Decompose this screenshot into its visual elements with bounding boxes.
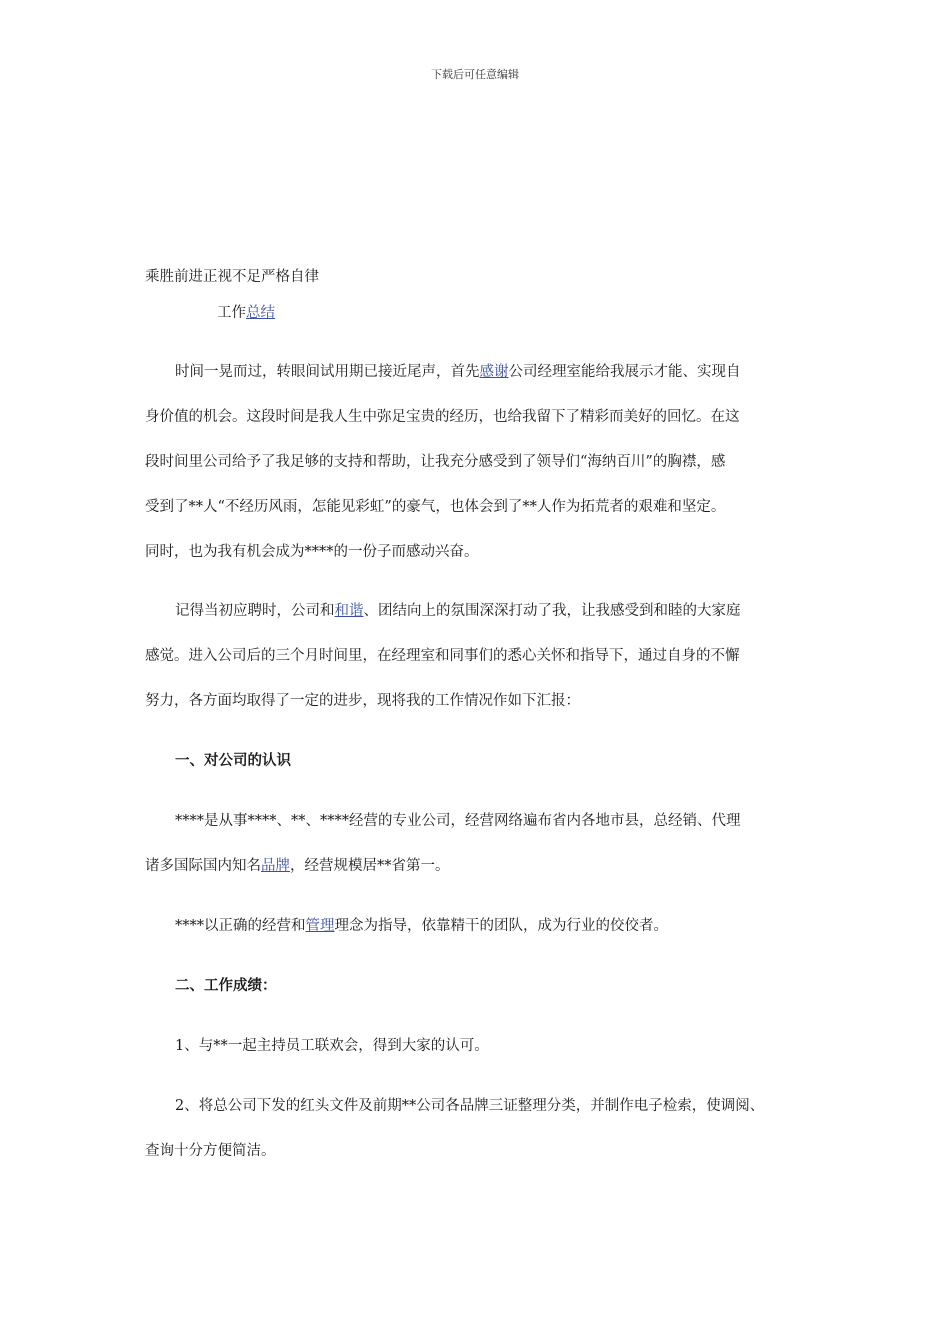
text-span: 记得当初应聘时，公司和 bbox=[175, 603, 335, 619]
page-header-note: 下载后可任意编辑 bbox=[431, 68, 519, 81]
paragraph-intro bbox=[145, 361, 825, 586]
paragraph-line bbox=[145, 855, 825, 900]
paragraph-company bbox=[145, 810, 825, 900]
paragraph-line: 身价值的机会。这段时间是我人生中弥足宝贵的经历，也给我留下了精彩而美好的回忆。在这 bbox=[145, 409, 740, 425]
subtitle-prefix: 工作 bbox=[217, 305, 246, 321]
paragraph-management bbox=[145, 915, 825, 960]
paragraph-line: 查询十分方便简洁。 bbox=[145, 1143, 276, 1159]
paragraph-line bbox=[145, 600, 825, 645]
document-title: 乘胜前进正视不足严格自律 bbox=[145, 269, 319, 285]
paragraph-line: 1、与**一起主持员工联欢会，得到大家的认可。 bbox=[175, 1038, 489, 1054]
text-span: ，经营规模居**省第一。 bbox=[290, 858, 450, 874]
link-harmony[interactable]: 和谐 bbox=[334, 603, 364, 619]
paragraph-line: 努力，各方面均取得了一定的进步，现将我的工作情况作如下汇报： bbox=[145, 693, 580, 709]
list-item-1 bbox=[145, 1035, 825, 1080]
paragraph-line: 2、将总公司下发的红头文件及前期**公司各品牌三证整理分类，并制作电子检索，使调阅、 bbox=[175, 1098, 765, 1114]
text-span: 理念为指导，依靠精干的团队，成为行业的佼佼者。 bbox=[334, 918, 668, 934]
text-span: 公司经理室能给我展示才能、实现自 bbox=[508, 364, 741, 380]
paragraph-line bbox=[145, 361, 825, 406]
paragraph-line: 感觉。进入公司后的三个月时间里，在经理室和同事们的悉心关怀和指导下，通过自身的不懈 bbox=[145, 648, 740, 664]
text-span: 、团结向上的氛围深深打动了我，让我感受到和睦的大家庭 bbox=[363, 603, 741, 619]
text-span: ****以正确的经营和 bbox=[175, 918, 306, 934]
section-heading-achievements: 二、工作成绩： bbox=[175, 977, 277, 994]
text-span: 时间一晃而过，转眼间试用期已接近尾声，首先 bbox=[175, 364, 480, 380]
link-management[interactable]: 管理 bbox=[305, 918, 335, 934]
link-thanks[interactable]: 感谢 bbox=[479, 364, 509, 380]
paragraph-line: ****是从事****、**、****经营的专业公司，经营网络遍布省内各地市县，总经销、代理 bbox=[175, 813, 741, 829]
list-item-2 bbox=[145, 1095, 825, 1185]
paragraph-recruitment bbox=[145, 600, 825, 735]
document-subtitle bbox=[145, 302, 825, 324]
paragraph-line: 同时，也为我有机会成为****的一份子而感动兴奋。 bbox=[145, 544, 479, 560]
document-body bbox=[145, 266, 825, 1185]
paragraph-line: 受到了**人“不经历风雨，怎能见彩虹”的豪气，也体会到了**人作为拓荒者的艰难和坚定。 bbox=[145, 499, 726, 515]
paragraph-line bbox=[145, 915, 825, 960]
paragraph-line: 段时间里公司给予了我足够的支持和帮助，让我充分感受到了领导们“海纳百川”的胸襟，感 bbox=[145, 454, 726, 470]
link-brand[interactable]: 品牌 bbox=[261, 858, 290, 874]
text-span: 诸多国际国内知名 bbox=[145, 858, 261, 874]
section-heading-company: 一、对公司的认识 bbox=[175, 752, 291, 769]
subtitle-link-summary[interactable]: 总结 bbox=[246, 305, 275, 321]
